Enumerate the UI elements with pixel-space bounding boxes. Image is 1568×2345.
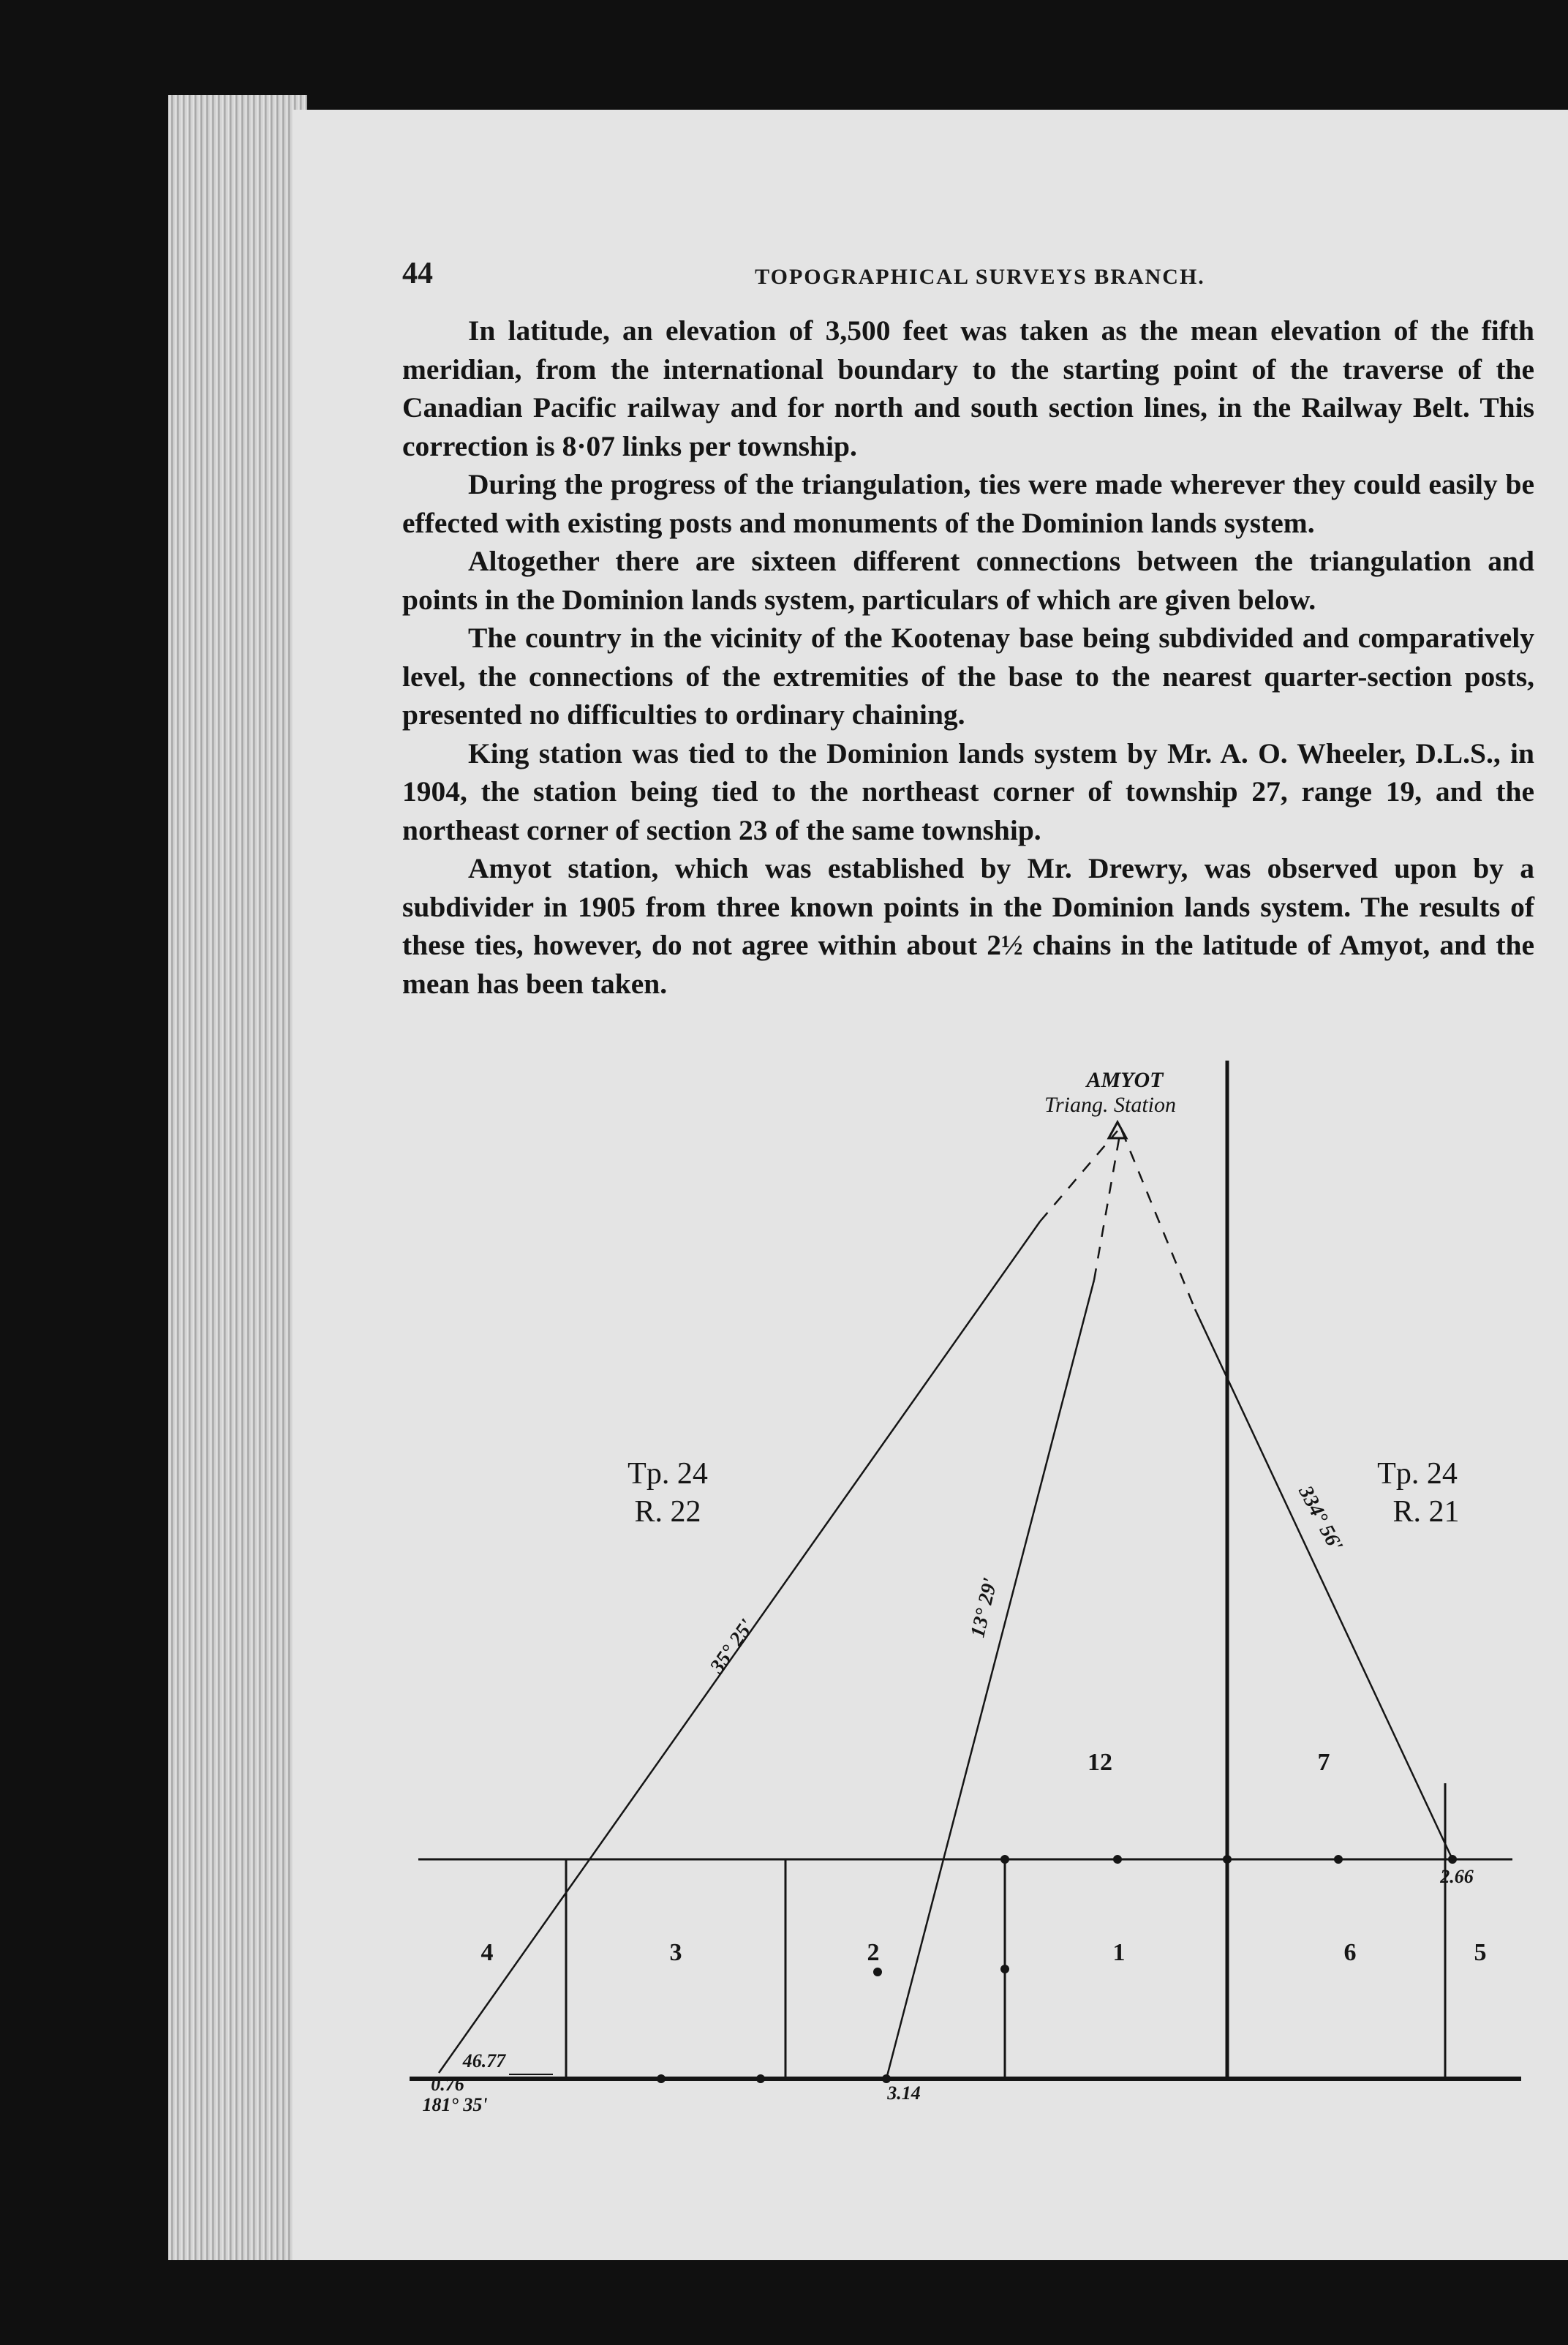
section-number: 7 [1317,1749,1330,1776]
section-number: 4 [480,1939,494,1966]
survey-post-marker [1334,1855,1343,1864]
survey-post-marker [882,2074,891,2083]
station-name: AMYOT [1086,1068,1164,1092]
township-left: Tp. 24 [627,1457,708,1491]
survey-post-marker [1113,1855,1122,1864]
paragraph: The country in the vicinity of the Kootenay base being subdivided and comparatively level, the connections of the extremities of the base to the nearest quarter-section posts, presented no difficulties to ordinary chaining. [402,622,1534,731]
page-number: 44 [402,257,433,290]
bearing-left-base: 181° 35' [422,2094,488,2115]
survey-post-marker [657,2074,666,2083]
survey-post-marker [1000,1965,1009,1973]
section-number: 12 [1088,1749,1112,1776]
chainage-left-upper: 46.77 [462,2050,506,2071]
section-number: 2 [867,1939,880,1966]
township-right: Tp. 24 [1377,1457,1458,1491]
book-page-edges [168,95,307,2260]
survey-post-marker [1223,1855,1232,1864]
bearing-left-label: 35° 25' [705,1615,759,1678]
survey-post-marker [873,1968,882,1976]
survey-post-marker [1000,1855,1009,1864]
section-number: 6 [1343,1939,1357,1966]
tie-line-right-dashed [1122,1131,1195,1309]
range-right: R. 21 [1392,1495,1460,1529]
tie-line-left-dashed [1040,1131,1117,1222]
chainage-left-lower: 0.76 [431,2074,464,2095]
bearing-middle-label: 13° 29' [966,1576,1003,1640]
station-subtitle: Triang. Station [1044,1093,1177,1117]
tie-line-right [1195,1309,1452,1859]
chainage-middle: 3.14 [887,2082,921,2104]
tie-line-middle [886,1280,1094,2079]
survey-post-marker [756,2074,765,2083]
section-number: 3 [669,1939,682,1966]
bearing-right-label: 334° 56' [1294,1482,1347,1555]
paragraph: Altogether there are sixteen different connections between the triangulation and points in the Dominion lands system, particulars of which are given below. [402,545,1534,616]
range-left: R. 22 [634,1495,701,1529]
book-page [293,110,1568,2260]
running-head: TOPOGRAPHICAL SURVEYS BRANCH. [755,265,1205,289]
paragraph: Amyot station, which was established by Mr. Drewry, was observed upon by a subdivider in 1905 from three known points in the Dominion lands system. The results of these ties, however, do not agree within about 2½ chains in the latitude of Amyot, and the mean has been taken. [402,852,1534,1000]
paragraph: During the progress of the triangulation, ties were made wherever they could easily be effected with existing posts and monuments of the Dominion lands system. [402,468,1534,539]
section-number: 5 [1474,1939,1487,1966]
chainage-right: 2.66 [1440,1866,1474,1887]
survey-tie-diagram [293,110,1568,2260]
survey-post-marker [1448,1855,1457,1864]
paragraph: In latitude, an elevation of 3,500 feet was taken as the mean elevation of the fifth meridian, from the international boundary to the starting point of the traverse of the Canadian Pacific railway and for north and south section lines, in the Railway Belt. This correction is 8·07 links per township. [402,315,1534,462]
paragraph: King station was tied to the Dominion lands system by Mr. A. O. Wheeler, D.L.S., in 1904, the station being tied to the northeast corner of township 27, range 19, and the northeast corner of section 23 of the same township. [402,737,1534,846]
section-number: 1 [1112,1939,1126,1966]
